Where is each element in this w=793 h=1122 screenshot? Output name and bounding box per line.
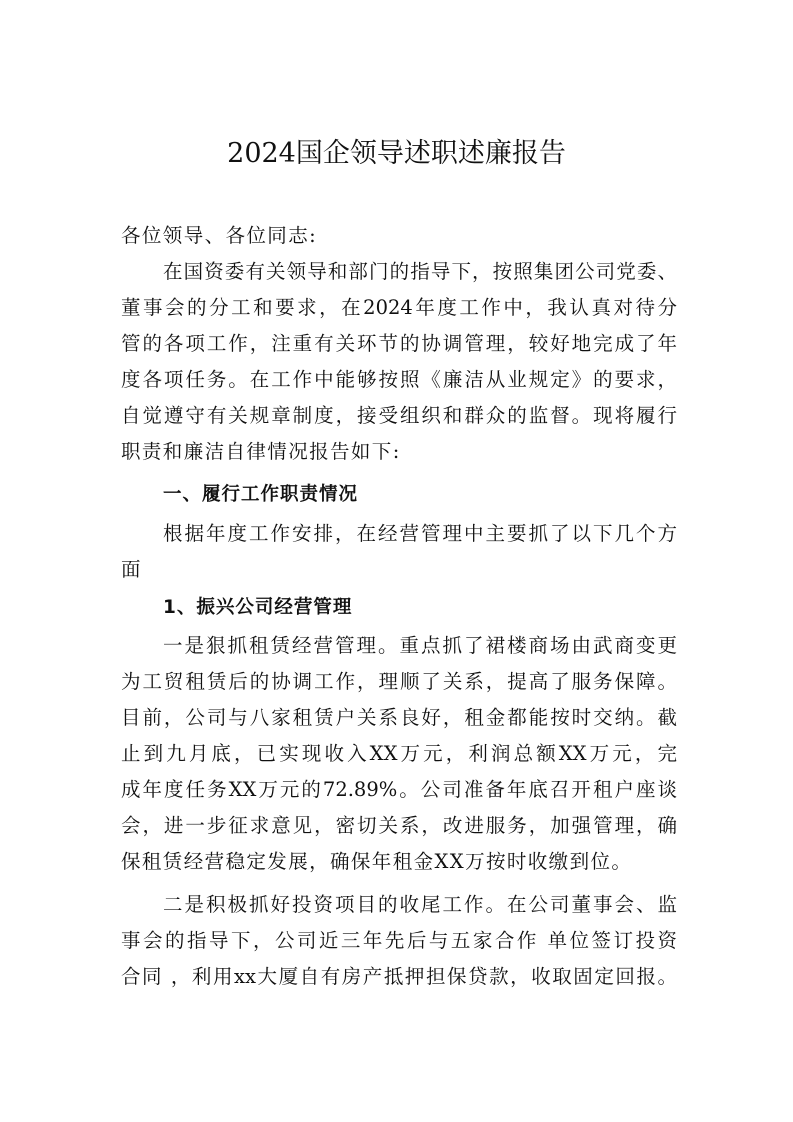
body-line: 一是狠抓租赁经营管理。重点抓了裙楼商场由武商变更 — [163, 634, 677, 657]
body-line: 面 — [121, 558, 142, 581]
body-line: 董事会的分工和要求，在2024年度工作中，我认真对待分 — [121, 296, 677, 319]
body-line: 职责和廉洁自律情况报告如下: — [121, 440, 401, 463]
document-title: 2024国企领导述职述廉报告 — [227, 138, 566, 169]
body-line: 保租赁经营稳定发展，确保年租金XX万按时收缴到位。 — [121, 850, 633, 873]
body-line: 合同 ，利用xx大厦自有房产抵押担保贷款，收取固定回报。 — [121, 965, 677, 988]
body-line: 在国资委有关领导和部门的指导下，按照集团公司党委、 — [163, 260, 677, 283]
body-line: 二是积极抓好投资项目的收尾工作。在公司董事会、监 — [163, 893, 677, 916]
salutation: 各位领导、各位同志: — [121, 224, 318, 247]
body-line: 成年度任务XX万元的72.89%。公司准备年底召开租户座谈 — [121, 778, 677, 801]
body-line: 管的各项工作，注重有关环节的协调管理，较好地完成了年 — [121, 332, 677, 355]
section-heading: 一、履行工作职责情况 — [163, 484, 359, 505]
body-line: 目前，公司与八家租赁户关系良好，租金都能按时交纳。截 — [121, 706, 677, 729]
body-line: 根据年度工作安排，在经营管理中主要抓了以下几个方 — [163, 522, 677, 545]
body-line: 度各项任务。在工作中能够按照《廉洁从业规定》的要求， — [121, 368, 677, 391]
body-line: 会，进一步征求意见，密切关系，改进服务，加强管理，确 — [121, 814, 677, 837]
subsection-heading: 1、振兴公司经营管理 — [163, 597, 353, 618]
body-line: 自觉遵守有关规章制度，接受组织和群众的监督。现将履行 — [121, 404, 677, 427]
body-line: 止到九月底，已实现收入XX万元，利润总额XX万元，完 — [121, 742, 677, 765]
body-line: 事会的指导下，公司近三年先后与五家合作 单位签订投资 — [121, 929, 677, 952]
body-line: 为工贸租赁后的协调工作，理顺了关系，提高了服务保障。 — [121, 670, 677, 693]
